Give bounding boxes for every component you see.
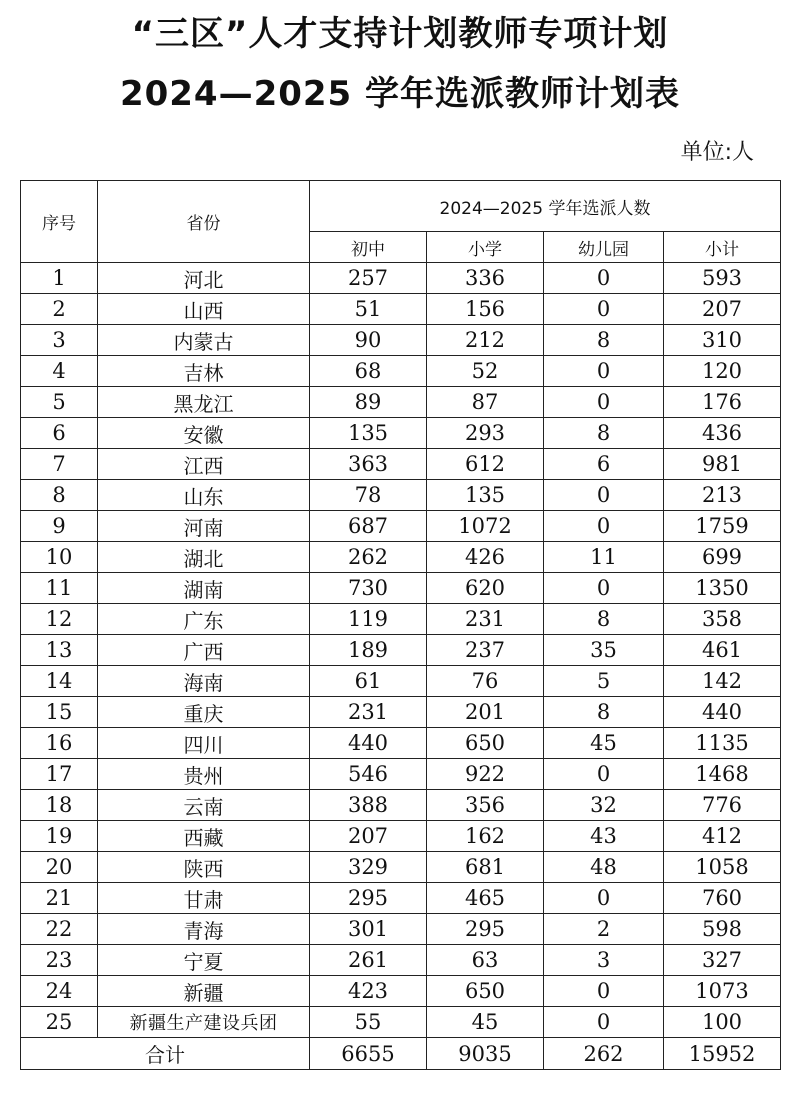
table-total-row (21, 1038, 781, 1070)
table-row (21, 325, 781, 356)
row-subtotal-cell: 327 (664, 945, 781, 976)
table-row (21, 511, 781, 542)
row-subtotal-cell: 310 (664, 325, 781, 356)
row-junior-cell: 68 (310, 356, 427, 387)
row-subtotal-cell: 436 (664, 418, 781, 449)
row-subtotal-cell: 440 (664, 697, 781, 728)
row-primary-cell: 356 (427, 790, 544, 821)
row-subtotal-cell: 598 (664, 914, 781, 945)
row-province-cell: 青海 (98, 914, 310, 945)
row-primary-cell: 612 (427, 449, 544, 480)
table-row (21, 604, 781, 635)
row-primary-cell: 1072 (427, 511, 544, 542)
row-index-cell: 7 (21, 449, 98, 480)
col-header-kindergarten: 幼儿园 (544, 232, 664, 263)
row-kindergarten-cell: 0 (544, 759, 664, 790)
row-kindergarten-cell: 6 (544, 449, 664, 480)
row-index-cell: 12 (21, 604, 98, 635)
table-row (21, 852, 781, 883)
table-row (21, 1007, 781, 1038)
table-row (21, 356, 781, 387)
row-index-cell: 15 (21, 697, 98, 728)
row-kindergarten-cell: 0 (544, 511, 664, 542)
table-row (21, 480, 781, 511)
row-kindergarten-cell: 32 (544, 790, 664, 821)
row-subtotal-cell: 593 (664, 263, 781, 294)
col-header-index: 序号 (21, 181, 98, 263)
row-index-cell: 22 (21, 914, 98, 945)
row-junior-cell: 329 (310, 852, 427, 883)
row-index-cell: 14 (21, 666, 98, 697)
row-index-cell: 21 (21, 883, 98, 914)
row-subtotal-cell: 776 (664, 790, 781, 821)
row-province-cell: 湖南 (98, 573, 310, 604)
row-index-cell: 13 (21, 635, 98, 666)
row-primary-cell: 156 (427, 294, 544, 325)
row-kindergarten-cell: 0 (544, 387, 664, 418)
row-junior-cell: 363 (310, 449, 427, 480)
row-junior-cell: 55 (310, 1007, 427, 1038)
table-row (21, 945, 781, 976)
row-index-cell: 9 (21, 511, 98, 542)
row-index-cell: 18 (21, 790, 98, 821)
row-province-cell: 江西 (98, 449, 310, 480)
row-province-cell: 山东 (98, 480, 310, 511)
row-junior-cell: 207 (310, 821, 427, 852)
table-row (21, 263, 781, 294)
row-province-cell: 吉林 (98, 356, 310, 387)
row-province-cell: 广西 (98, 635, 310, 666)
row-junior-cell: 295 (310, 883, 427, 914)
row-index-cell: 8 (21, 480, 98, 511)
row-primary-cell: 336 (427, 263, 544, 294)
table-row (21, 914, 781, 945)
row-subtotal-cell: 461 (664, 635, 781, 666)
row-index-cell: 1 (21, 263, 98, 294)
row-subtotal-cell: 981 (664, 449, 781, 480)
row-subtotal-cell: 213 (664, 480, 781, 511)
row-primary-cell: 45 (427, 1007, 544, 1038)
row-kindergarten-cell: 0 (544, 263, 664, 294)
row-index-cell: 4 (21, 356, 98, 387)
row-kindergarten-cell: 2 (544, 914, 664, 945)
row-junior-cell: 423 (310, 976, 427, 1007)
table-row (21, 542, 781, 573)
row-junior-cell: 61 (310, 666, 427, 697)
row-junior-cell: 388 (310, 790, 427, 821)
row-index-cell: 20 (21, 852, 98, 883)
row-subtotal-cell: 207 (664, 294, 781, 325)
row-province-cell: 陕西 (98, 852, 310, 883)
row-primary-cell: 76 (427, 666, 544, 697)
page-subtitle: 2024—2025 学年选派教师计划表 (119, 74, 681, 114)
row-index-cell: 25 (21, 1007, 98, 1038)
row-kindergarten-cell: 0 (544, 883, 664, 914)
table-row (21, 883, 781, 914)
row-kindergarten-cell: 0 (544, 356, 664, 387)
row-province-cell: 广东 (98, 604, 310, 635)
row-primary-cell: 201 (427, 697, 544, 728)
teacher-plan-table (20, 180, 781, 1070)
row-kindergarten-cell: 0 (544, 294, 664, 325)
row-primary-cell: 231 (427, 604, 544, 635)
row-province-cell: 河南 (98, 511, 310, 542)
row-junior-cell: 51 (310, 294, 427, 325)
row-primary-cell: 620 (427, 573, 544, 604)
row-junior-cell: 261 (310, 945, 427, 976)
row-province-cell: 甘肃 (98, 883, 310, 914)
row-province-cell: 安徽 (98, 418, 310, 449)
row-subtotal-cell: 358 (664, 604, 781, 635)
row-province-cell: 新疆 (98, 976, 310, 1007)
row-province-cell: 宁夏 (98, 945, 310, 976)
row-province-cell: 海南 (98, 666, 310, 697)
row-kindergarten-cell: 35 (544, 635, 664, 666)
row-primary-cell: 426 (427, 542, 544, 573)
total-junior-cell: 6655 (310, 1038, 427, 1070)
row-subtotal-cell: 100 (664, 1007, 781, 1038)
row-primary-cell: 63 (427, 945, 544, 976)
row-primary-cell: 162 (427, 821, 544, 852)
table-row (21, 790, 781, 821)
row-junior-cell: 730 (310, 573, 427, 604)
row-subtotal-cell: 412 (664, 821, 781, 852)
row-index-cell: 3 (21, 325, 98, 356)
row-province-cell: 黑龙江 (98, 387, 310, 418)
row-kindergarten-cell: 0 (544, 480, 664, 511)
row-index-cell: 5 (21, 387, 98, 418)
row-junior-cell: 262 (310, 542, 427, 573)
row-junior-cell: 440 (310, 728, 427, 759)
row-province-cell: 云南 (98, 790, 310, 821)
row-primary-cell: 650 (427, 976, 544, 1007)
row-subtotal-cell: 120 (664, 356, 781, 387)
row-index-cell: 19 (21, 821, 98, 852)
row-junior-cell: 78 (310, 480, 427, 511)
row-province-cell: 西藏 (98, 821, 310, 852)
row-subtotal-cell: 1073 (664, 976, 781, 1007)
row-junior-cell: 189 (310, 635, 427, 666)
row-kindergarten-cell: 0 (544, 573, 664, 604)
row-primary-cell: 465 (427, 883, 544, 914)
row-subtotal-cell: 699 (664, 542, 781, 573)
row-primary-cell: 87 (427, 387, 544, 418)
row-kindergarten-cell: 8 (544, 604, 664, 635)
table-row (21, 759, 781, 790)
row-province-cell: 重庆 (98, 697, 310, 728)
row-kindergarten-cell: 3 (544, 945, 664, 976)
row-index-cell: 24 (21, 976, 98, 1007)
row-junior-cell: 135 (310, 418, 427, 449)
unit-label: 单位:人 (680, 140, 754, 165)
row-index-cell: 2 (21, 294, 98, 325)
col-header-junior: 初中 (310, 232, 427, 263)
row-kindergarten-cell: 45 (544, 728, 664, 759)
row-junior-cell: 687 (310, 511, 427, 542)
row-index-cell: 17 (21, 759, 98, 790)
row-junior-cell: 231 (310, 697, 427, 728)
page-title: “三区”人才支持计划教师专项计划 (131, 14, 669, 54)
row-province-cell: 河北 (98, 263, 310, 294)
row-primary-cell: 212 (427, 325, 544, 356)
col-header-province: 省份 (98, 181, 310, 263)
row-kindergarten-cell: 0 (544, 1007, 664, 1038)
row-primary-cell: 650 (427, 728, 544, 759)
row-subtotal-cell: 1135 (664, 728, 781, 759)
row-index-cell: 16 (21, 728, 98, 759)
table-row (21, 573, 781, 604)
table-row (21, 666, 781, 697)
table-row (21, 821, 781, 852)
total-primary-cell: 9035 (427, 1038, 544, 1070)
table-body (21, 263, 781, 1070)
row-primary-cell: 922 (427, 759, 544, 790)
row-index-cell: 6 (21, 418, 98, 449)
table-row (21, 418, 781, 449)
row-junior-cell: 119 (310, 604, 427, 635)
col-header-primary: 小学 (427, 232, 544, 263)
row-subtotal-cell: 176 (664, 387, 781, 418)
row-junior-cell: 257 (310, 263, 427, 294)
table-row (21, 976, 781, 1007)
row-kindergarten-cell: 0 (544, 976, 664, 1007)
row-primary-cell: 295 (427, 914, 544, 945)
row-primary-cell: 52 (427, 356, 544, 387)
row-province-cell: 内蒙古 (98, 325, 310, 356)
row-subtotal-cell: 142 (664, 666, 781, 697)
table-row (21, 728, 781, 759)
row-junior-cell: 90 (310, 325, 427, 356)
row-primary-cell: 293 (427, 418, 544, 449)
row-primary-cell: 237 (427, 635, 544, 666)
total-label: 合计 (21, 1038, 310, 1070)
row-kindergarten-cell: 8 (544, 418, 664, 449)
row-province-cell: 山西 (98, 294, 310, 325)
table-row (21, 387, 781, 418)
row-kindergarten-cell: 5 (544, 666, 664, 697)
col-group-header: 2024—2025 学年选派人数 (310, 181, 781, 232)
row-province-cell: 新疆生产建设兵团 (98, 1007, 310, 1038)
table-row (21, 635, 781, 666)
row-subtotal-cell: 760 (664, 883, 781, 914)
row-province-cell: 湖北 (98, 542, 310, 573)
row-kindergarten-cell: 48 (544, 852, 664, 883)
row-subtotal-cell: 1468 (664, 759, 781, 790)
total-kindergarten-cell: 262 (544, 1038, 664, 1070)
row-province-cell: 贵州 (98, 759, 310, 790)
row-kindergarten-cell: 43 (544, 821, 664, 852)
row-subtotal-cell: 1058 (664, 852, 781, 883)
col-header-subtotal: 小计 (664, 232, 781, 263)
row-junior-cell: 546 (310, 759, 427, 790)
table-row (21, 449, 781, 480)
table-row (21, 294, 781, 325)
row-junior-cell: 301 (310, 914, 427, 945)
row-index-cell: 11 (21, 573, 98, 604)
row-primary-cell: 135 (427, 480, 544, 511)
row-subtotal-cell: 1759 (664, 511, 781, 542)
row-kindergarten-cell: 8 (544, 697, 664, 728)
row-junior-cell: 89 (310, 387, 427, 418)
row-index-cell: 23 (21, 945, 98, 976)
row-primary-cell: 681 (427, 852, 544, 883)
total-subtotal-cell: 15952 (664, 1038, 781, 1070)
row-subtotal-cell: 1350 (664, 573, 781, 604)
row-kindergarten-cell: 8 (544, 325, 664, 356)
row-index-cell: 10 (21, 542, 98, 573)
row-province-cell: 四川 (98, 728, 310, 759)
row-kindergarten-cell: 11 (544, 542, 664, 573)
table-row (21, 697, 781, 728)
